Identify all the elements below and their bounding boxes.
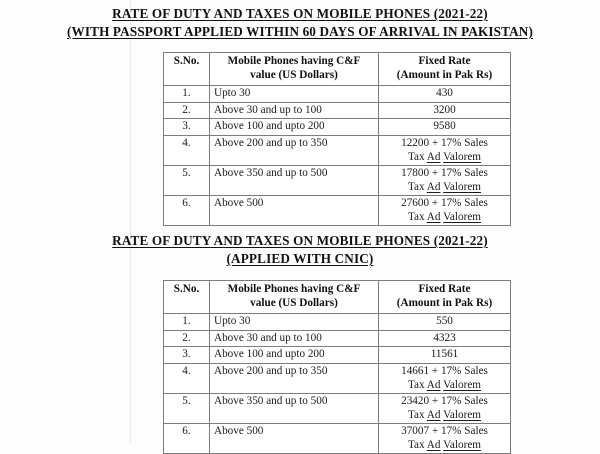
cell-rate-line-2: Tax Ad Valorem bbox=[408, 378, 481, 391]
cell-rate-line-1: 14661 + 17% Sales bbox=[401, 365, 488, 378]
column-header-sno-text: S.No. bbox=[173, 283, 200, 295]
cell-rate bbox=[379, 394, 511, 424]
cell-rate bbox=[379, 86, 511, 103]
cell-sno: 4. bbox=[164, 136, 210, 166]
cell-sno: 5. bbox=[164, 394, 210, 424]
cell-sno: 2. bbox=[164, 102, 210, 119]
cell-rate-line-1: 11561 bbox=[430, 348, 459, 361]
column-header-description-line-1: Mobile Phones having C&F bbox=[227, 55, 361, 67]
column-header-description-line-2: value (US Dollars) bbox=[250, 68, 338, 81]
cell-rate bbox=[379, 195, 511, 225]
cell-sno: 1. bbox=[164, 314, 210, 331]
column-header-description-line-1: Mobile Phones having C&F bbox=[227, 283, 361, 295]
column-header-fixed-rate-line-2: (Amount in Pak Rs) bbox=[396, 296, 493, 309]
table-row bbox=[164, 347, 511, 364]
cell-rate bbox=[379, 136, 511, 166]
column-header-fixed-rate bbox=[379, 281, 511, 314]
column-header-fixed-rate-line-1: Fixed Rate bbox=[418, 55, 471, 67]
cell-range: Above 100 and upto 200 bbox=[210, 119, 379, 136]
cell-rate-line-1: 9580 bbox=[433, 120, 456, 133]
table-row bbox=[164, 423, 511, 453]
cell-rate-line-2: Tax Ad Valorem bbox=[408, 210, 481, 223]
cell-rate-line-1: 37007 + 17% Sales bbox=[401, 424, 488, 437]
cell-rate bbox=[379, 347, 511, 364]
section-1-title bbox=[0, 5, 600, 41]
table-header bbox=[164, 281, 511, 314]
table-row bbox=[164, 364, 511, 394]
cell-sno: 6. bbox=[164, 423, 210, 453]
section-2-title-line-1: RATE OF DUTY AND TAXES ON MOBILE PHONES (2021-22) bbox=[112, 233, 488, 248]
table-row bbox=[164, 102, 511, 119]
cell-range: Above 30 and up to 100 bbox=[210, 330, 379, 347]
cell-range: Above 350 and up to 500 bbox=[210, 394, 379, 424]
cell-rate bbox=[379, 330, 511, 347]
section-1-title-line-2: (WITH PASSPORT APPLIED WITHIN 60 DAYS OF ARRIVAL IN PAKISTAN) bbox=[66, 24, 534, 39]
cell-rate-line-2: Tax Ad Valorem bbox=[408, 438, 481, 451]
cell-range: Above 500 bbox=[210, 195, 379, 225]
cell-rate-line-2: Tax Ad Valorem bbox=[408, 180, 481, 193]
table-header-row bbox=[164, 53, 511, 86]
cell-sno: 4. bbox=[164, 364, 210, 394]
table-header-row bbox=[164, 281, 511, 314]
cell-sno: 5. bbox=[164, 166, 210, 196]
table-row bbox=[164, 314, 511, 331]
column-header-sno bbox=[164, 53, 210, 86]
cell-range: Upto 30 bbox=[210, 86, 379, 103]
table-header bbox=[164, 53, 511, 86]
cell-rate bbox=[379, 102, 511, 119]
cell-range: Upto 30 bbox=[210, 314, 379, 331]
section-1-title-line-1: RATE OF DUTY AND TAXES ON MOBILE PHONES (2021-22) bbox=[112, 6, 488, 21]
column-header-fixed-rate-line-2: (Amount in Pak Rs) bbox=[396, 68, 493, 81]
column-header-fixed-rate-line-1: Fixed Rate bbox=[418, 283, 471, 295]
table-row bbox=[164, 136, 511, 166]
cell-rate bbox=[379, 166, 511, 196]
section-2-title-line-2: (APPLIED WITH CNIC) bbox=[226, 251, 374, 266]
cell-rate-line-1: 17800 + 17% Sales bbox=[401, 167, 488, 180]
cell-sno: 3. bbox=[164, 347, 210, 364]
cell-rate bbox=[379, 119, 511, 136]
cell-sno: 2. bbox=[164, 330, 210, 347]
cell-range: Above 350 and up to 500 bbox=[210, 166, 379, 196]
cell-rate-line-1: 27600 + 17% Sales bbox=[401, 196, 488, 209]
cell-rate bbox=[379, 423, 511, 453]
table-body bbox=[164, 314, 511, 454]
cell-sno: 6. bbox=[164, 195, 210, 225]
section-2-title bbox=[0, 232, 600, 268]
table-row bbox=[164, 330, 511, 347]
scan-artifact-line bbox=[130, 0, 131, 443]
table-row bbox=[164, 86, 511, 103]
cell-rate-line-1: 12200 + 17% Sales bbox=[401, 137, 488, 150]
table-row bbox=[164, 119, 511, 136]
cell-rate-line-1: 4323 bbox=[433, 331, 456, 344]
table-row bbox=[164, 394, 511, 424]
column-header-fixed-rate bbox=[379, 53, 511, 86]
cell-range: Above 200 and up to 350 bbox=[210, 364, 379, 394]
cell-range: Above 500 bbox=[210, 423, 379, 453]
column-header-description bbox=[210, 281, 379, 314]
cell-rate-line-2: Tax Ad Valorem bbox=[408, 150, 481, 163]
cell-rate bbox=[379, 364, 511, 394]
table-row bbox=[164, 195, 511, 225]
cell-sno: 1. bbox=[164, 86, 210, 103]
cell-range: Above 100 and upto 200 bbox=[210, 347, 379, 364]
table-body bbox=[164, 86, 511, 226]
table-row bbox=[164, 166, 511, 196]
duty-rate-table-cnic bbox=[163, 280, 511, 454]
cell-rate-line-1: 550 bbox=[436, 315, 453, 327]
cell-rate-line-1: 430 bbox=[436, 87, 453, 99]
cell-range: Above 200 and up to 350 bbox=[210, 136, 379, 166]
cell-sno: 3. bbox=[164, 119, 210, 136]
column-header-description bbox=[210, 53, 379, 86]
column-header-sno bbox=[164, 281, 210, 314]
column-header-description-line-2: value (US Dollars) bbox=[250, 296, 338, 309]
cell-range: Above 30 and up to 100 bbox=[210, 102, 379, 119]
duty-rate-table-passport bbox=[163, 52, 511, 226]
column-header-sno-text: S.No. bbox=[173, 55, 200, 67]
cell-rate-line-1: 3200 bbox=[433, 103, 456, 116]
cell-rate bbox=[379, 314, 511, 331]
cell-rate-line-1: 23420 + 17% Sales bbox=[401, 395, 488, 408]
cell-rate-line-2: Tax Ad Valorem bbox=[408, 408, 481, 421]
